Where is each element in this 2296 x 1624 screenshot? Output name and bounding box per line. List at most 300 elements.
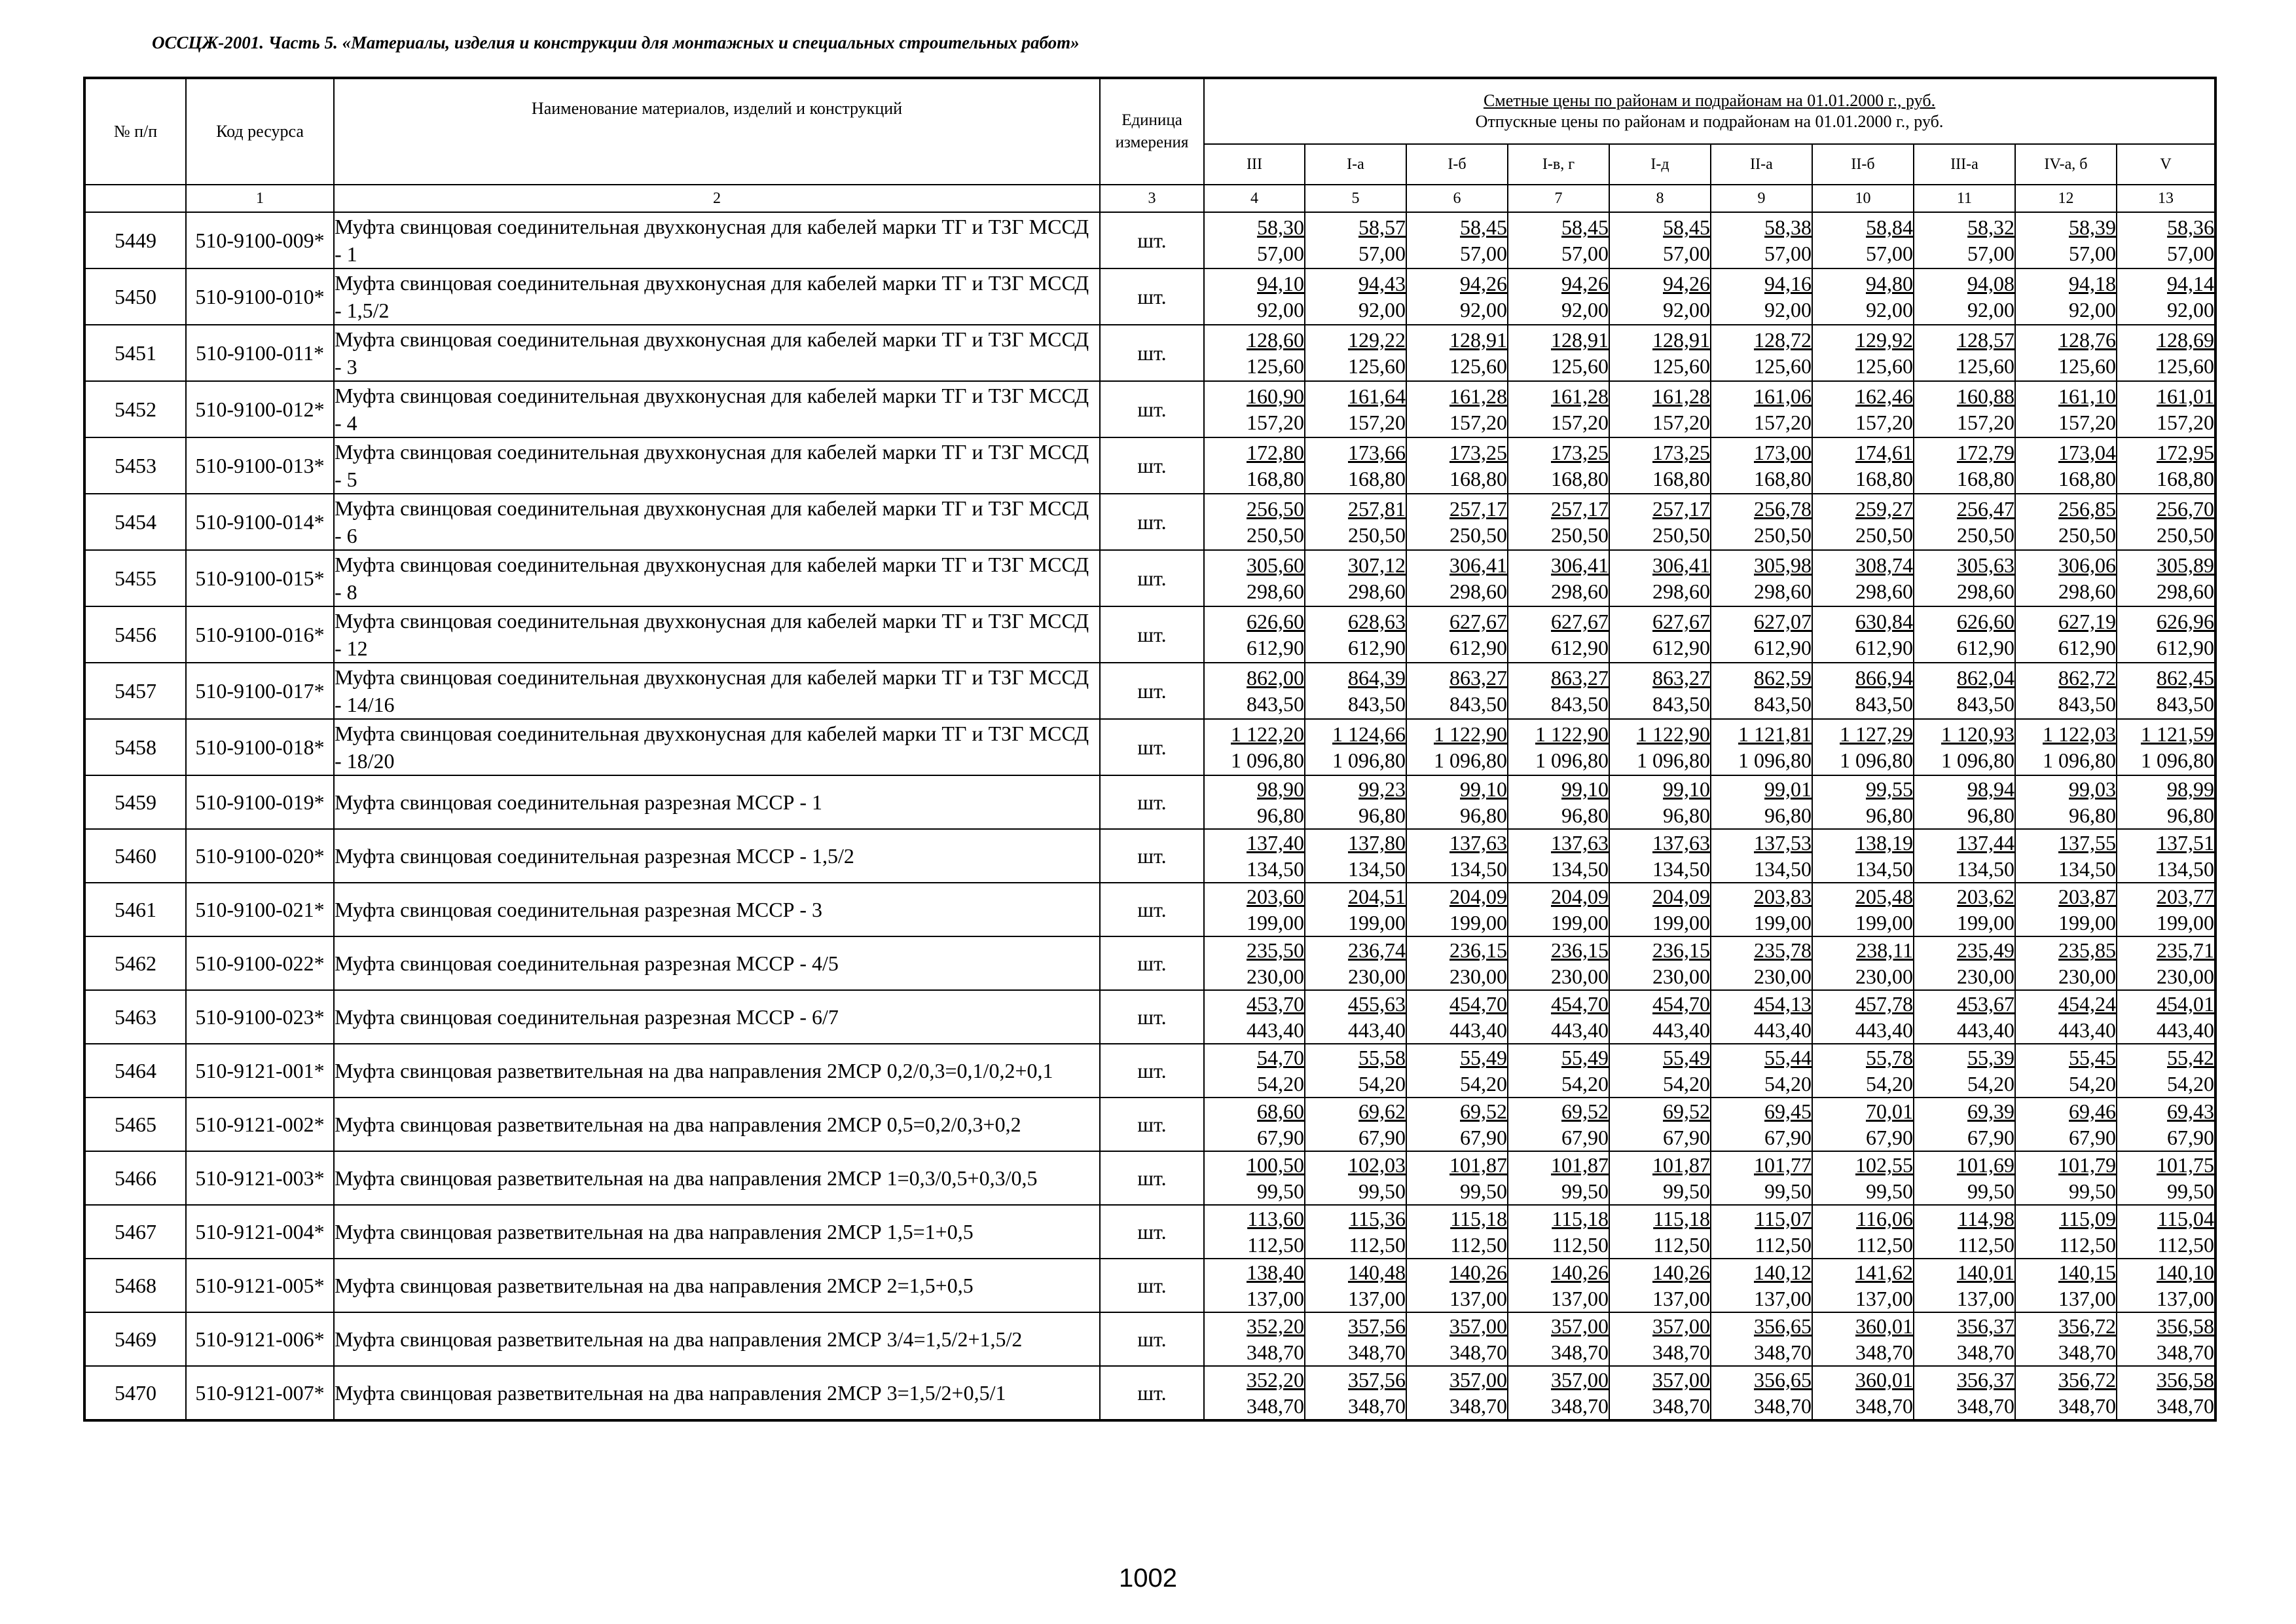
price-cell <box>1711 606 1812 663</box>
release-price: 612,90 <box>1855 636 1913 659</box>
estimate-price: 204,09 <box>1652 885 1710 908</box>
release-price: 843,50 <box>1957 692 2014 716</box>
release-price: 157,20 <box>1247 411 1304 434</box>
release-price: 67,90 <box>1460 1126 1507 1149</box>
release-price: 843,50 <box>1449 692 1507 716</box>
item-name: Муфта свинцовая соединительная разрезная МССР - 1,5/2 <box>334 829 1100 883</box>
price-cell <box>1812 494 1914 550</box>
price-cell <box>1711 1044 1812 1098</box>
price-cell <box>1508 663 1609 719</box>
price-cell <box>1305 1312 1406 1366</box>
price-cell <box>1914 1098 2015 1151</box>
price-cell <box>1508 1259 1609 1312</box>
row-number: 5461 <box>84 883 186 936</box>
release-price: 57,00 <box>1764 242 1812 265</box>
estimate-price: 101,79 <box>2058 1153 2116 1177</box>
estimate-price: 55,39 <box>1967 1046 2014 1069</box>
estimate-price: 69,43 <box>2167 1099 2215 1123</box>
row-number: 5453 <box>84 437 186 494</box>
release-price: 612,90 <box>2157 636 2215 659</box>
region-header: I-а <box>1305 144 1406 185</box>
release-price: 612,90 <box>1449 636 1507 659</box>
price-cell <box>1204 494 1305 550</box>
header-estimate-prices: Сметные цены по районам и подрайонам на 01.01.2000 г., руб. <box>1483 91 1936 110</box>
estimate-price: 172,79 <box>1957 441 2014 464</box>
price-cell <box>2015 381 2117 437</box>
estimate-price: 128,91 <box>1551 328 1609 352</box>
price-cell <box>1305 883 1406 936</box>
release-price: 348,70 <box>1855 1394 1913 1418</box>
table-row <box>84 325 2215 381</box>
release-price: 112,50 <box>1958 1233 2014 1257</box>
price-cell <box>1609 550 1711 606</box>
item-name: Муфта свинцовая разветвительная на два направления 2МСР 1=0,3/0,5+0,3/0,5 <box>334 1151 1100 1205</box>
release-price: 57,00 <box>2069 242 2116 265</box>
estimate-price: 257,17 <box>1449 497 1507 521</box>
release-price: 92,00 <box>1257 298 1304 322</box>
price-cell <box>1406 325 1508 381</box>
estimate-price: 128,72 <box>1754 328 1812 352</box>
release-price: 843,50 <box>1247 692 1304 716</box>
release-price: 99,50 <box>1663 1179 1710 1203</box>
price-cell <box>1711 1151 1812 1205</box>
estimate-price: 862,72 <box>2058 666 2116 690</box>
release-price: 443,40 <box>2058 1018 2116 1042</box>
release-price: 1 096,80 <box>2043 748 2116 772</box>
estimate-price: 101,69 <box>1957 1153 2014 1177</box>
price-cell <box>1508 1312 1609 1366</box>
estimate-price: 101,87 <box>1449 1153 1507 1177</box>
price-cell <box>1305 829 1406 883</box>
item-name: Муфта свинцовая соединительная двухконусная для кабелей марки ТГ и ТЗГ МССД - 8 <box>334 550 1100 606</box>
item-name: Муфта свинцовая соединительная двухконусная для кабелей марки ТГ и ТЗГ МССД - 12 <box>334 606 1100 663</box>
estimate-price: 357,00 <box>1449 1368 1507 1392</box>
price-cell <box>1812 550 1914 606</box>
unit-of-measure: шт. <box>1100 719 1204 775</box>
release-price: 96,80 <box>1866 803 1913 827</box>
estimate-price: 99,23 <box>1358 777 1406 801</box>
estimate-price: 203,60 <box>1247 885 1304 908</box>
price-cell <box>2015 1312 2117 1366</box>
estimate-price: 102,55 <box>1855 1153 1913 1177</box>
resource-code: 510-9121-003* <box>186 1151 334 1205</box>
price-cell <box>1609 212 1711 268</box>
estimate-price: 137,44 <box>1957 831 2014 855</box>
estimate-price: 357,00 <box>1551 1314 1609 1338</box>
price-cell <box>2117 1044 2215 1098</box>
estimate-price: 137,51 <box>2157 831 2215 855</box>
release-price: 612,90 <box>1957 636 2014 659</box>
release-price: 298,60 <box>1754 580 1812 603</box>
item-name: Муфта свинцовая соединительная двухконусная для кабелей марки ТГ и ТЗГ МССД - 1,5/2 <box>334 268 1100 325</box>
release-price: 99,50 <box>1460 1179 1507 1203</box>
table-row <box>84 606 2215 663</box>
header-no: № п/п <box>84 78 186 185</box>
release-price: 1 096,80 <box>2141 748 2215 772</box>
price-cell <box>1305 494 1406 550</box>
price-cell <box>1914 550 2015 606</box>
price-cell <box>2015 437 2117 494</box>
estimate-price: 115,04 <box>2157 1207 2215 1230</box>
estimate-price: 58,45 <box>1663 215 1710 239</box>
release-price: 112,50 <box>1856 1233 1913 1257</box>
row-number: 5470 <box>84 1366 186 1420</box>
price-cell <box>2117 990 2215 1044</box>
price-cell <box>1609 829 1711 883</box>
price-cell <box>1508 1151 1609 1205</box>
release-price: 843,50 <box>1754 692 1812 716</box>
price-cell <box>1711 1366 1812 1420</box>
price-cell <box>2117 325 2215 381</box>
estimate-price: 863,27 <box>1551 666 1609 690</box>
region-header: I-б <box>1406 144 1508 185</box>
resource-code: 510-9121-004* <box>186 1205 334 1259</box>
estimate-price: 357,56 <box>1348 1368 1406 1392</box>
estimate-price: 70,01 <box>1866 1099 1913 1123</box>
resource-code: 510-9121-007* <box>186 1366 334 1420</box>
estimate-price: 94,08 <box>1967 272 2014 295</box>
release-price: 134,50 <box>1348 857 1406 881</box>
resource-code: 510-9100-010* <box>186 268 334 325</box>
estimate-price: 55,49 <box>1460 1046 1507 1069</box>
release-price: 348,70 <box>2157 1340 2215 1364</box>
resource-code: 510-9100-014* <box>186 494 334 550</box>
release-price: 99,50 <box>1561 1179 1609 1203</box>
release-price: 157,20 <box>2157 411 2215 434</box>
unit-of-measure: шт. <box>1100 381 1204 437</box>
price-cell <box>1711 550 1812 606</box>
release-price: 348,70 <box>1754 1340 1812 1364</box>
release-price: 168,80 <box>2058 467 2116 490</box>
price-cell <box>2117 1151 2215 1205</box>
price-cell <box>1508 990 1609 1044</box>
column-number-row <box>84 185 2215 212</box>
price-cell <box>1711 883 1812 936</box>
release-price: 298,60 <box>1348 580 1406 603</box>
price-cell <box>1508 829 1609 883</box>
price-cell <box>1711 663 1812 719</box>
resource-code: 510-9100-021* <box>186 883 334 936</box>
price-cell <box>1204 719 1305 775</box>
release-price: 134,50 <box>2058 857 2116 881</box>
release-price: 67,90 <box>1257 1126 1304 1149</box>
price-cell <box>1609 268 1711 325</box>
price-cell <box>1812 325 1914 381</box>
estimate-price: 356,37 <box>1957 1314 2014 1338</box>
table-row <box>84 663 2215 719</box>
price-cell <box>1406 381 1508 437</box>
row-number: 5462 <box>84 936 186 990</box>
row-number: 5466 <box>84 1151 186 1205</box>
price-cell <box>1204 663 1305 719</box>
release-price: 99,50 <box>1866 1179 1913 1203</box>
table-row <box>84 1151 2215 1205</box>
price-cell <box>1609 606 1711 663</box>
price-cell <box>1914 1044 2015 1098</box>
price-cell <box>1914 829 2015 883</box>
estimate-price: 140,01 <box>1957 1261 2014 1284</box>
estimate-price: 140,15 <box>2058 1261 2116 1284</box>
price-cell <box>2117 606 2215 663</box>
estimate-price: 101,87 <box>1551 1153 1609 1177</box>
price-cell <box>1711 494 1812 550</box>
release-price: 67,90 <box>2069 1126 2116 1149</box>
price-cell <box>1204 990 1305 1044</box>
price-cell <box>1305 550 1406 606</box>
release-price: 137,00 <box>1855 1287 1913 1310</box>
release-price: 54,20 <box>1358 1072 1406 1096</box>
estimate-price: 138,40 <box>1247 1261 1304 1284</box>
estimate-price: 308,74 <box>1855 553 1913 577</box>
estimate-price: 238,11 <box>1856 938 1913 962</box>
price-cell <box>1406 606 1508 663</box>
estimate-price: 360,01 <box>1855 1314 1913 1338</box>
header-code: Код ресурса <box>186 78 334 185</box>
release-price: 67,90 <box>2167 1126 2215 1149</box>
release-price: 125,60 <box>1754 354 1812 378</box>
price-cell <box>1406 1259 1508 1312</box>
price-cell <box>1914 325 2015 381</box>
release-price: 230,00 <box>1348 965 1406 988</box>
estimate-price: 257,17 <box>1652 497 1710 521</box>
price-cell <box>1406 883 1508 936</box>
estimate-price: 173,25 <box>1652 441 1710 464</box>
price-cell <box>2015 1259 2117 1312</box>
estimate-price: 55,45 <box>2069 1046 2116 1069</box>
price-cell <box>1711 775 1812 829</box>
release-price: 168,80 <box>1855 467 1913 490</box>
release-price: 443,40 <box>1247 1018 1304 1042</box>
estimate-price: 94,26 <box>1460 272 1507 295</box>
price-cell <box>1812 1205 1914 1259</box>
estimate-price: 58,84 <box>1866 215 1913 239</box>
release-price: 199,00 <box>2157 911 2215 934</box>
estimate-price: 1 122,90 <box>1535 722 1609 746</box>
estimate-price: 356,58 <box>2157 1314 2215 1338</box>
estimate-price: 129,92 <box>1855 328 1913 352</box>
price-cell <box>1204 775 1305 829</box>
unit-of-measure: шт. <box>1100 990 1204 1044</box>
price-cell <box>1508 494 1609 550</box>
estimate-price: 140,26 <box>1449 1261 1507 1284</box>
estimate-price: 1 121,59 <box>2141 722 2215 746</box>
release-price: 54,20 <box>1967 1072 2014 1096</box>
estimate-price: 1 122,20 <box>1231 722 1304 746</box>
release-price: 1 096,80 <box>1434 748 1507 772</box>
price-cell <box>1305 1259 1406 1312</box>
estimate-price: 1 127,29 <box>1840 722 1913 746</box>
estimate-price: 256,70 <box>2157 497 2215 521</box>
release-price: 54,20 <box>1764 1072 1812 1096</box>
release-price: 298,60 <box>2157 580 2215 603</box>
estimate-price: 99,01 <box>1764 777 1812 801</box>
release-price: 298,60 <box>1551 580 1609 603</box>
release-price: 348,70 <box>1551 1394 1609 1418</box>
release-price: 54,20 <box>1663 1072 1710 1096</box>
release-price: 199,00 <box>1551 911 1609 934</box>
price-cell <box>1406 1151 1508 1205</box>
release-price: 230,00 <box>1754 965 1812 988</box>
estimate-price: 864,39 <box>1348 666 1406 690</box>
release-price: 67,90 <box>1764 1126 1812 1149</box>
resource-code: 510-9100-013* <box>186 437 334 494</box>
estimate-price: 863,27 <box>1449 666 1507 690</box>
price-cell <box>2015 990 2117 1044</box>
price-cell <box>1609 437 1711 494</box>
price-cell <box>1508 212 1609 268</box>
price-cell <box>1609 990 1711 1044</box>
estimate-price: 94,80 <box>1866 272 1913 295</box>
estimate-price: 457,78 <box>1855 992 1913 1016</box>
price-cell <box>2117 1366 2215 1420</box>
estimate-price: 160,90 <box>1247 384 1304 408</box>
estimate-price: 360,01 <box>1855 1368 1913 1392</box>
estimate-price: 306,41 <box>1652 553 1710 577</box>
price-cell <box>1812 1312 1914 1366</box>
release-price: 298,60 <box>1449 580 1507 603</box>
estimate-price: 628,63 <box>1348 610 1406 633</box>
table-row <box>84 550 2215 606</box>
estimate-price: 94,10 <box>1257 272 1304 295</box>
table-row <box>84 1205 2215 1259</box>
estimate-price: 257,17 <box>1551 497 1609 521</box>
unit-of-measure: шт. <box>1100 1098 1204 1151</box>
estimate-price: 98,90 <box>1257 777 1304 801</box>
price-cell <box>2015 829 2117 883</box>
table-row <box>84 212 2215 268</box>
release-price: 348,70 <box>1855 1340 1913 1364</box>
price-cell <box>1711 268 1812 325</box>
resource-code: 510-9100-020* <box>186 829 334 883</box>
estimate-price: 357,00 <box>1652 1314 1710 1338</box>
unit-of-measure: шт. <box>1100 494 1204 550</box>
estimate-price: 357,00 <box>1652 1368 1710 1392</box>
price-cell <box>2015 1205 2117 1259</box>
estimate-price: 357,00 <box>1449 1314 1507 1338</box>
price-cell <box>1406 494 1508 550</box>
price-cell <box>2015 775 2117 829</box>
release-price: 348,70 <box>1449 1340 1507 1364</box>
price-cell <box>1812 268 1914 325</box>
release-price: 250,50 <box>1348 523 1406 547</box>
price-cell <box>1406 1098 1508 1151</box>
release-price: 157,20 <box>1449 411 1507 434</box>
unit-of-measure: шт. <box>1100 1312 1204 1366</box>
price-cell <box>1305 1044 1406 1098</box>
release-price: 348,70 <box>2058 1340 2116 1364</box>
release-price: 199,00 <box>2058 911 2116 934</box>
release-price: 250,50 <box>1855 523 1913 547</box>
release-price: 92,00 <box>1663 298 1710 322</box>
estimate-price: 454,70 <box>1551 992 1609 1016</box>
estimate-price: 94,43 <box>1358 272 1406 295</box>
price-cell <box>2015 550 2117 606</box>
release-price: 612,90 <box>1652 636 1710 659</box>
price-cell <box>1305 990 1406 1044</box>
estimate-price: 306,41 <box>1551 553 1609 577</box>
price-cell <box>1609 381 1711 437</box>
release-price: 96,80 <box>1561 803 1609 827</box>
estimate-price: 55,42 <box>2167 1046 2215 1069</box>
release-price: 96,80 <box>1358 803 1406 827</box>
price-cell <box>1204 1205 1305 1259</box>
estimate-price: 99,10 <box>1663 777 1710 801</box>
estimate-price: 101,77 <box>1754 1153 1812 1177</box>
release-price: 92,00 <box>1866 298 1913 322</box>
estimate-price: 140,12 <box>1754 1261 1812 1284</box>
estimate-price: 256,50 <box>1247 497 1304 521</box>
release-price: 137,00 <box>2058 1287 2116 1310</box>
estimate-price: 58,39 <box>2069 215 2116 239</box>
estimate-price: 140,26 <box>1551 1261 1609 1284</box>
release-price: 612,90 <box>1754 636 1812 659</box>
resource-code: 510-9100-016* <box>186 606 334 663</box>
row-number: 5465 <box>84 1098 186 1151</box>
estimate-price: 306,06 <box>2058 553 2116 577</box>
estimate-price: 129,22 <box>1348 328 1406 352</box>
price-cell <box>2015 212 2117 268</box>
release-price: 92,00 <box>1358 298 1406 322</box>
release-price: 1 096,80 <box>1535 748 1609 772</box>
estimate-price: 115,18 <box>1450 1207 1507 1230</box>
release-price: 92,00 <box>1967 298 2014 322</box>
estimate-price: 160,88 <box>1957 384 2014 408</box>
price-cell <box>1711 1259 1812 1312</box>
resource-code: 510-9100-018* <box>186 719 334 775</box>
release-price: 298,60 <box>1247 580 1304 603</box>
estimate-price: 69,52 <box>1663 1099 1710 1123</box>
release-price: 157,20 <box>1957 411 2014 434</box>
release-price: 125,60 <box>2157 354 2215 378</box>
item-name: Муфта свинцовая соединительная двухконусная для кабелей марки ТГ и ТЗГ МССД - 14/16 <box>334 663 1100 719</box>
estimate-price: 58,36 <box>2167 215 2215 239</box>
price-cell <box>1305 936 1406 990</box>
price-cell <box>1914 1259 2015 1312</box>
release-price: 125,60 <box>1449 354 1507 378</box>
release-price: 443,40 <box>1754 1018 1812 1042</box>
estimate-price: 257,81 <box>1348 497 1406 521</box>
page-number: 1002 <box>1119 1564 1177 1593</box>
price-cell <box>1508 1205 1609 1259</box>
table-row <box>84 1259 2215 1312</box>
release-price: 230,00 <box>2058 965 2116 988</box>
estimate-price: 94,16 <box>1764 272 1812 295</box>
price-cell <box>1508 606 1609 663</box>
price-cell <box>1711 1205 1812 1259</box>
estimate-price: 862,59 <box>1754 666 1812 690</box>
item-name: Муфта свинцовая соединительная разрезная МССР - 6/7 <box>334 990 1100 1044</box>
release-price: 112,50 <box>2059 1233 2116 1257</box>
region-header: I-в, г <box>1508 144 1609 185</box>
release-price: 298,60 <box>1855 580 1913 603</box>
price-cell <box>1305 437 1406 494</box>
release-price: 99,50 <box>1358 1179 1406 1203</box>
release-price: 443,40 <box>1551 1018 1609 1042</box>
estimate-price: 454,70 <box>1652 992 1710 1016</box>
release-price: 112,50 <box>1247 1233 1304 1257</box>
price-cell <box>1812 381 1914 437</box>
column-number: 10 <box>1812 185 1914 212</box>
header-unit: Единица измерения <box>1100 78 1204 185</box>
resource-code: 510-9100-012* <box>186 381 334 437</box>
estimate-price: 137,63 <box>1449 831 1507 855</box>
unit-of-measure: шт. <box>1100 1044 1204 1098</box>
estimate-price: 69,62 <box>1358 1099 1406 1123</box>
row-number: 5455 <box>84 550 186 606</box>
estimate-price: 1 122,90 <box>1637 722 1710 746</box>
release-price: 348,70 <box>1551 1340 1609 1364</box>
release-price: 54,20 <box>1460 1072 1507 1096</box>
